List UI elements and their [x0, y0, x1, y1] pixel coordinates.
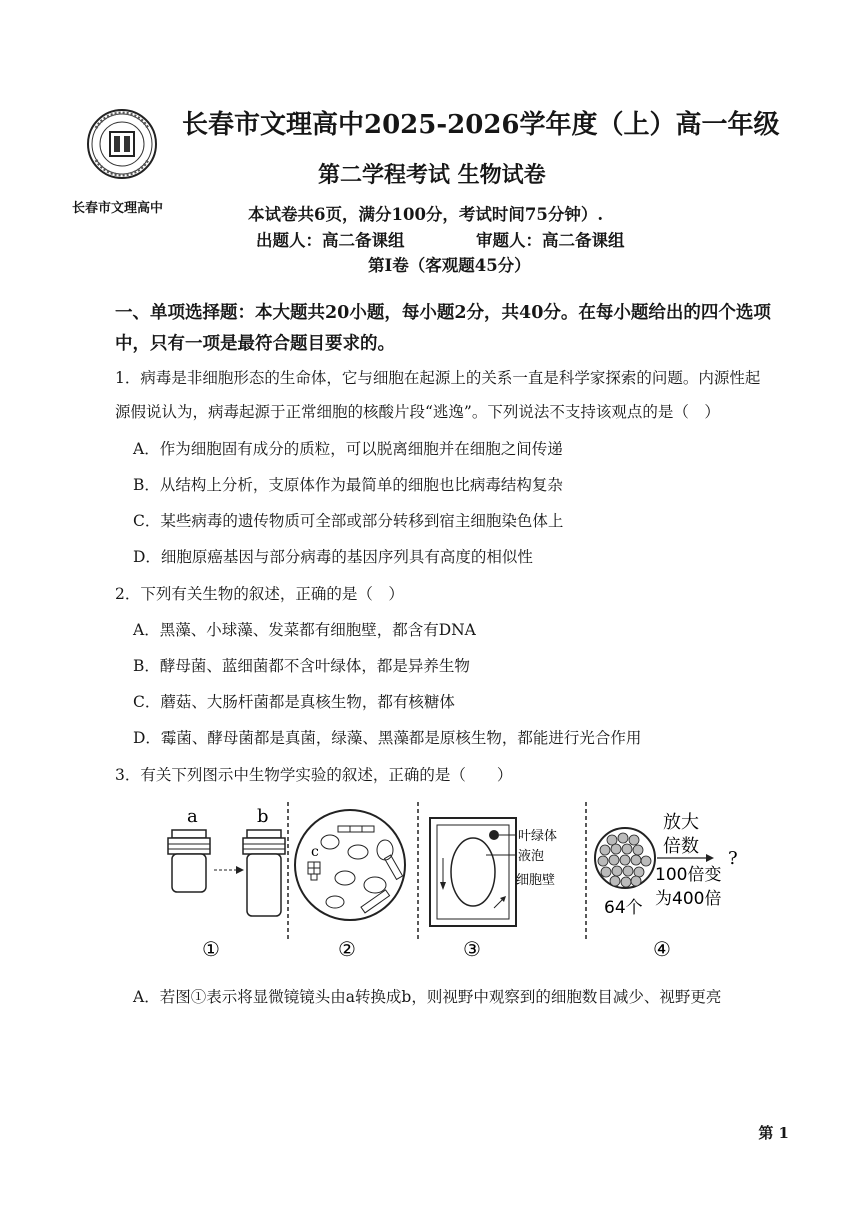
exam-info: 本试卷共6页，满分100分，考试时间75分钟）. [248, 205, 604, 224]
question-1-line1: 1．病毒是非细胞形态的生命体，它与细胞在起源上的关系一直是科学家探索的问题。内源性起 [115, 369, 761, 387]
volume-label: 第Ⅰ卷（客观题45分） [368, 256, 531, 275]
label-c: c [311, 844, 319, 860]
figure-number-3: ③ [463, 937, 481, 961]
question-1-option-a: A．作为细胞固有成分的质粒，可以脱离细胞并在细胞之间传递 [133, 440, 563, 458]
school-seal-logo [86, 108, 158, 188]
question-1-option-c: C．某些病毒的遗传物质可全部或部分转移到宿主细胞染色体上 [133, 512, 564, 530]
exam-title-line2: 第二学程考试 生物试卷 [318, 162, 546, 188]
magnification-line4: 为400倍 [655, 889, 722, 909]
label-a: a [187, 806, 198, 827]
reviewer: 审题人：高二备课组 [476, 231, 625, 250]
figure-panel-4 [595, 812, 738, 961]
question-2-option-a: A．黑藻、小球藻、发菜都有细胞壁，都含有DNA [133, 621, 476, 639]
question-2-option-c: C．蘑菇、大肠杆菌都是真核生物，都有核糖体 [133, 693, 455, 711]
label-chloroplast: 叶绿体 [518, 829, 558, 844]
magnification-line2: 倍数 [663, 836, 699, 857]
page-number: 第 1 [758, 1124, 789, 1142]
question-3-line1: 3．有关下列图示中生物学实验的叙述，正确的是（ ） [115, 766, 513, 784]
setter: 出题人：高二备课组 [256, 231, 405, 250]
label-cell-wall: 细胞壁 [516, 873, 556, 888]
question-3-option-a: A．若图①表示将显微镜镜头由a转换成b，则视野中观察到的细胞数目减少、视野更亮 [133, 988, 722, 1006]
figure-number-1: ① [202, 937, 220, 961]
figure-panel-3 [430, 818, 557, 961]
magnification-line1: 放大 [663, 812, 699, 833]
cell-count: 64个 [604, 898, 643, 918]
question-2-option-b: B．酵母菌、蓝细菌都不含叶绿体，都是异养生物 [133, 657, 470, 675]
school-name-caption: 长春市文理高中 [72, 201, 164, 216]
question-2-option-d: D．霉菌、酵母菌都是真菌，绿藻、黑藻都是原核生物，都能进行光合作用 [133, 729, 642, 747]
figure-number-4: ④ [653, 937, 671, 961]
figure-panel-1 [168, 806, 285, 961]
question-2-line1: 2．下列有关生物的叙述，正确的是（ ） [115, 585, 404, 603]
section-heading: 一、单项选择题：本大题共20小题，每小题2分，共40分。在每小题给出的四个选项中，只有一项是最符合题目要求的。 [115, 303, 771, 354]
exam-title-line1: 长春市文理高中2025-2026学年度（上）高一年级 [182, 110, 780, 140]
question-1-line2: 源假说认为，病毒起源于正常细胞的核酸片段“逃逸”。下列说法不支持该观点的是（ ） [115, 403, 720, 421]
label-vacuole: 液泡 [518, 849, 545, 864]
magnification-line3: 100倍变 [655, 865, 722, 885]
label-b: b [257, 806, 269, 827]
experiment-figure [160, 800, 750, 965]
figure-number-2: ② [338, 937, 356, 961]
question-1-option-b: B．从结构上分析，支原体作为最简单的细胞也比病毒结构复杂 [133, 476, 563, 494]
question-1-option-d: D．细胞原癌基因与部分病毒的基因序列具有高度的相似性 [133, 548, 533, 566]
question-mark: ? [728, 848, 738, 869]
figure-panel-2 [295, 810, 405, 961]
